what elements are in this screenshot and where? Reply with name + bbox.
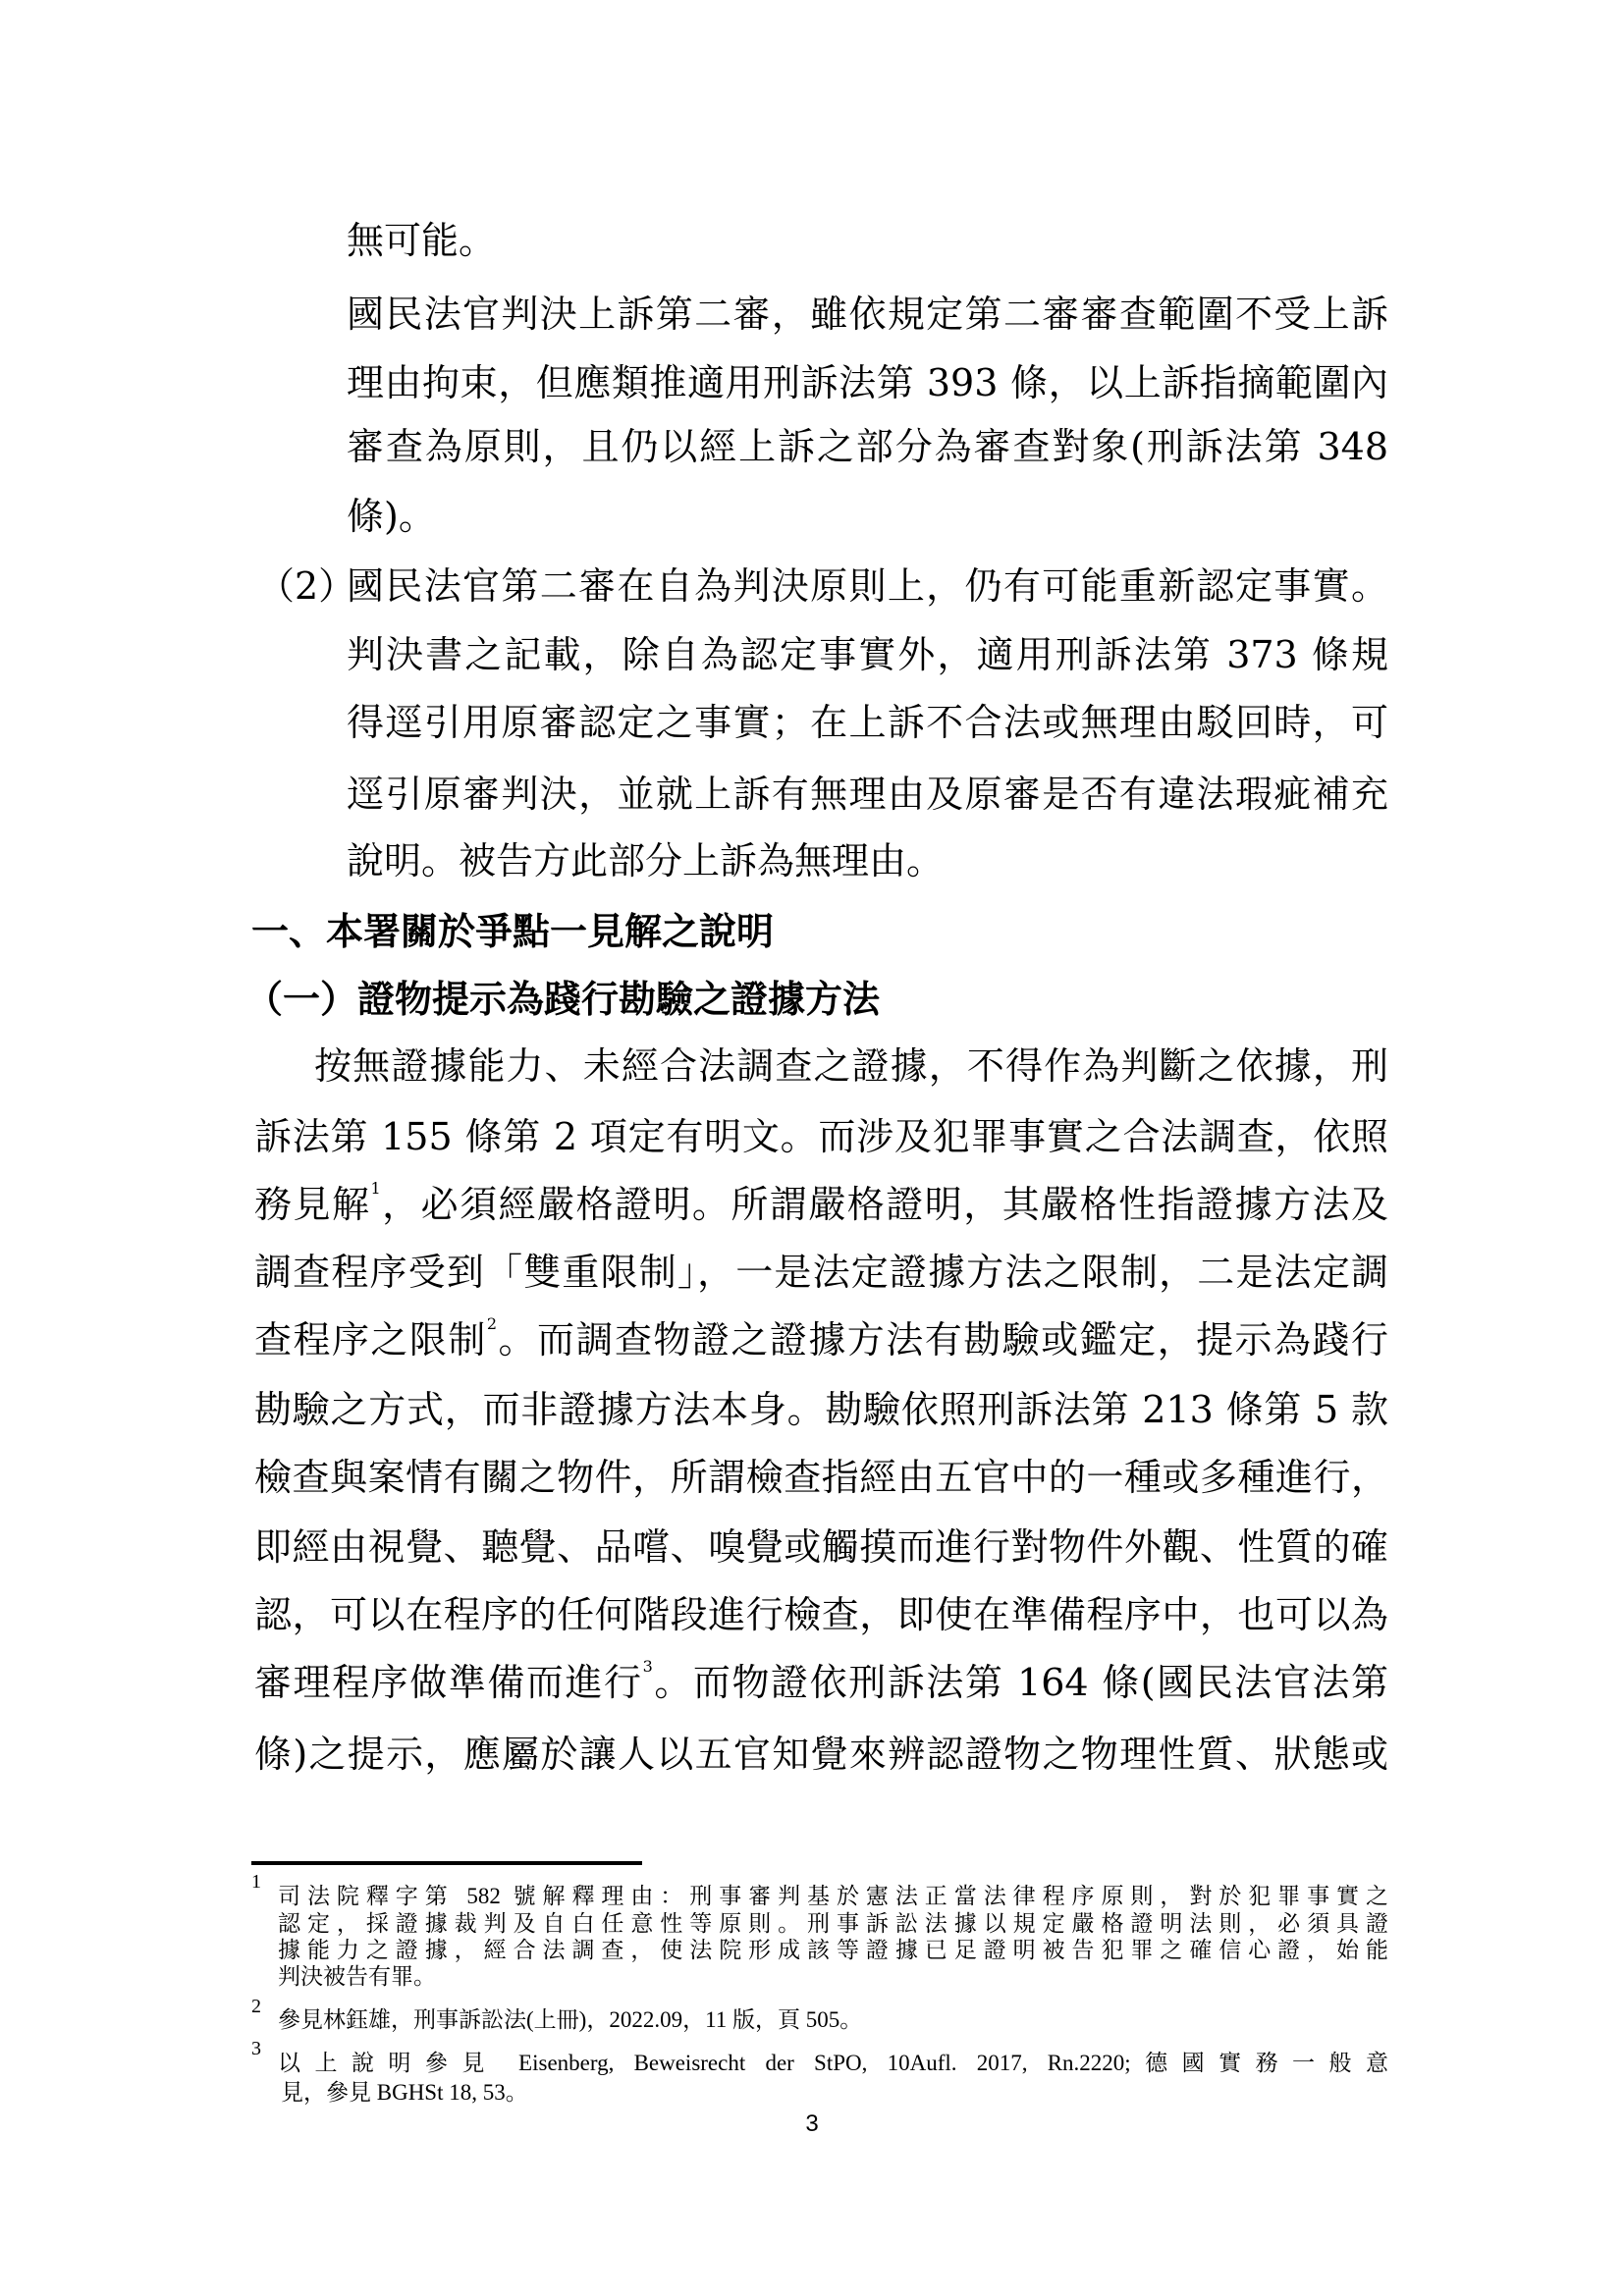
text: 。而調查物證之證據方法有勘驗或鑑定，提示為踐行 [497, 1318, 1388, 1362]
footnote-line: 參見林鈺雄，刑事訴訟法(上冊)，2022.09，11 版，頁 505。 [278, 2007, 863, 2032]
footnote-ref[interactable]: 1 [370, 1181, 381, 1198]
body-line: 即經由視覺、聽覺、品嚐、嗅覺或觸摸而進行對物件外觀、性質的確 [254, 1525, 1388, 1569]
body-line: 勘驗之方式，而非證據方法本身。勘驗依照刑訴法第 213 條第 5 款 [254, 1388, 1388, 1431]
page-number: 3 [805, 2110, 819, 2137]
body-line [254, 1316, 1388, 1363]
body-line: 逕引原審判決，並就上訴有無理由及原審是否有違法瑕疵補充 [347, 773, 1388, 816]
text: 查程序之限制 [254, 1318, 487, 1362]
text: 務見解 [254, 1183, 371, 1226]
body-line [254, 1659, 1388, 1706]
body-line: 按無證據能力、未經合法調查之證據，不得作為判斷之依據，刑 [314, 1044, 1388, 1088]
body-line: 認，可以在程序的任何階段進行檢查，即使在準備程序中，也可以為 [254, 1593, 1388, 1636]
body-line: 國民法官判決上訴第二審，雖依規定第二審審查範圍不受上訴 [347, 293, 1388, 336]
footnote-ref[interactable]: 3 [642, 1659, 653, 1676]
footnote-line: 以上說明參見 Eisenberg, Beweisrecht der StPO, 10Aufl. 2017, Rn.2220;德國實務一般意 [278, 2051, 1388, 2075]
footnote-separator [251, 1861, 642, 1865]
footnote-line: 據能力之證據，經合法調查，使法院形成該等證據已足證明被告犯罪之確信心證，始能 [278, 1938, 1388, 1962]
body-line: 審查為原則，且仍以經上訴之部分為審查對象(刑訴法第 348 [347, 425, 1388, 468]
section-heading: 一、本署關於爭點一見解之說明 [251, 909, 775, 953]
footnote-line: 司法院釋字第 582 號解釋理由：刑事審判基於憲法正當法律程序原則，對於犯罪事實之 [278, 1884, 1388, 1908]
body-line: 檢查與案情有關之物件，所謂檢查指經由五官中的一種或多種進行， [254, 1456, 1388, 1499]
text: 審理程序做準備而進行 [254, 1661, 643, 1704]
body-line: 理由拘束，但應類推適用刑訴法第 393 條，以上訴指摘範圍內 [347, 361, 1388, 404]
list-marker: （2） [257, 564, 356, 608]
footnote-number: 2 [251, 1996, 261, 2017]
footnote-number: 1 [251, 1871, 261, 1893]
footnote-ref[interactable]: 2 [486, 1316, 498, 1333]
footnote-line: 見，參見 BGHSt 18, 53。 [281, 2080, 528, 2105]
footnote-line: 認定，採證據裁判及自白任意性等原則。刑事訴訟法據以規定嚴格證明法則，必須具證 [278, 1911, 1388, 1936]
body-line: 得逕引用原審認定之事實；在上訴不合法或無理由駁回時，可 [347, 701, 1388, 744]
body-line [254, 1181, 1388, 1228]
footnote-line: 判決被告有罪。 [278, 1964, 436, 1989]
body-line: 條)。 [347, 495, 436, 538]
body-line: 無可能。 [347, 219, 497, 262]
body-line: 國民法官第二審在自為判決原則上，仍有可能重新認定事實。 [347, 564, 1388, 608]
body-line: 條)之提示，應屬於讓人以五官知覺來辨認證物之物理性質、狀態或 [254, 1733, 1388, 1776]
body-line: 說明。被告方此部分上訴為無理由。 [347, 839, 945, 882]
body-line: 調查程序受到「雙重限制」，一是法定證據方法之限制，二是法定調 [254, 1251, 1388, 1294]
text: 。而物證依刑訴法第 164 條(國民法官法第 [652, 1661, 1388, 1704]
text: ，必須經嚴格證明。所謂嚴格證明，其嚴格性指證據方法及 [380, 1183, 1388, 1226]
body-line: 訴法第 155 條第 2 項定有明文。而涉及犯罪事實之合法調查，依照 [254, 1115, 1388, 1158]
body-line: 判決書之記載，除自為認定事實外，適用刑訴法第 373 條規 [347, 633, 1388, 676]
footnote-number: 3 [251, 2038, 261, 2059]
subsection-heading: （一）證物提示為踐行勘驗之證據方法 [245, 977, 881, 1021]
